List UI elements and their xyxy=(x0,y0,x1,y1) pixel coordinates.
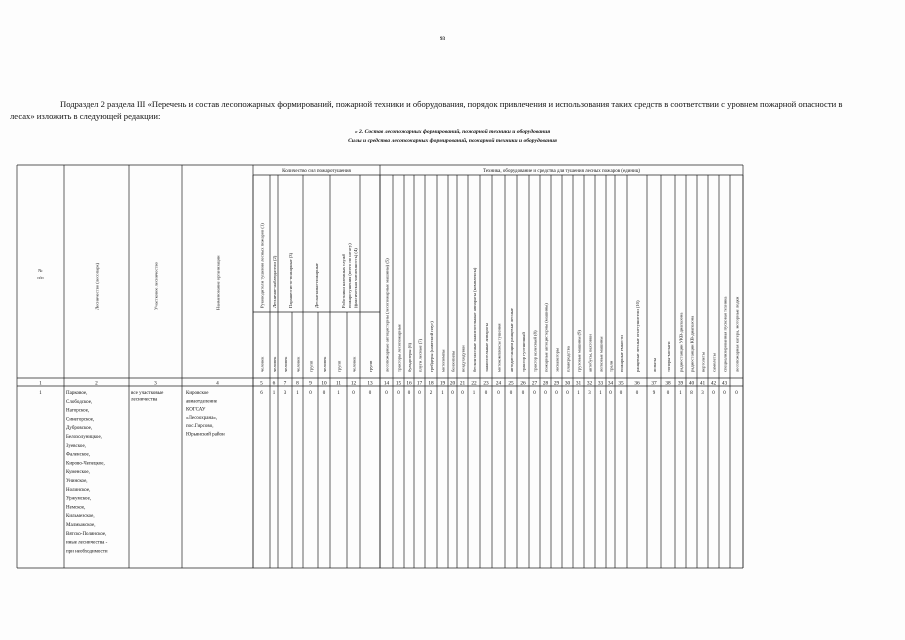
district-name: лесничества xyxy=(131,397,158,403)
column-number: 13 xyxy=(367,380,373,387)
header-district: Участковое лесничество xyxy=(153,262,159,310)
row-value: 0 xyxy=(509,391,513,396)
equipment-header: топоры-мотыги xyxy=(666,341,671,372)
force-subheader: групп xyxy=(368,360,373,372)
equipment-header: трактор колесный (8) xyxy=(532,330,538,372)
forestry-name: Малмыжское, xyxy=(66,523,96,528)
forestry-name: Белохолуницкое, xyxy=(66,435,102,440)
force-subheader: групп xyxy=(308,360,314,372)
equipment-header: автодистанции ранцевые лесные xyxy=(509,308,514,372)
equipment-header: ранцевые лесные огнетушители (10) xyxy=(635,300,640,372)
equipment-header: бесконтактные зажигательные аппараты (комплексы) xyxy=(472,267,477,372)
equipment-header: радиостанции КВ-диапазона xyxy=(689,315,695,372)
equipment-header: зажигательные аппараты xyxy=(484,323,489,372)
row-value: 1 xyxy=(337,391,340,396)
column-number: 4 xyxy=(216,380,219,387)
equipment-header: бензопилы xyxy=(450,350,456,372)
force-subheader: человек xyxy=(295,356,301,372)
forestry-name: Синегорское, xyxy=(66,417,95,423)
header-force-2: Лесничие-наблюдатели (2) xyxy=(272,255,277,308)
row-value: 0 xyxy=(497,391,500,396)
organization-name: Кировское xyxy=(186,391,209,396)
forestry-name: Куменское, xyxy=(66,470,90,476)
row-value: 0 xyxy=(368,391,372,396)
equipment-header: мотокомплексы тушения xyxy=(496,323,502,372)
forestry-name: Парковое, xyxy=(66,391,88,396)
row-value: 0 xyxy=(521,391,525,396)
equipment-header: грейдеры (навесной плуг) xyxy=(429,321,434,372)
column-number: 6 xyxy=(272,380,276,387)
header-ground-services: Работники наземных служб xyxy=(341,253,346,308)
district-name: все участковые xyxy=(131,391,164,396)
row-value: 0 xyxy=(461,391,464,396)
column-number: 38 xyxy=(665,380,671,387)
row-value: 0 xyxy=(322,391,326,396)
row-value: 0 xyxy=(397,391,400,396)
forestry-name: Нагорское, xyxy=(66,408,90,414)
column-number: 39 xyxy=(677,380,684,387)
column-number: 9 xyxy=(309,380,312,387)
column-number: 17 xyxy=(416,380,423,387)
force-subheader: человек xyxy=(351,356,357,372)
equipment-header: самолеты xyxy=(711,353,717,372)
header-organization: Наименование организации xyxy=(215,255,221,310)
row-value: 1 xyxy=(272,391,276,396)
row-value: 1 xyxy=(441,391,444,396)
row-value: 0 xyxy=(712,391,715,396)
row-value: 8 xyxy=(690,391,693,396)
column-number: 28 xyxy=(542,380,549,387)
row-value: 0 xyxy=(609,391,612,396)
intro-paragraph: Подраздел 2 раздела III «Перечень и состав лесопожарных формирований, пожарной техники и оборудования, порядок привлечения и использования таких средств в соответствии с уровнем пожарной опасности в лесах» изложить в следующей редакции: xyxy=(10,99,843,121)
row-value: 3 xyxy=(701,391,704,396)
force-subheader: человек xyxy=(283,356,288,372)
column-number: 33 xyxy=(597,380,604,387)
header-forestry: Лесничество (лесопарк) xyxy=(94,262,100,310)
header-ground-services: (фактическая численность) (4) xyxy=(353,248,358,308)
forestry-name: при необходимости xyxy=(66,549,108,555)
row-value: 1 xyxy=(599,391,602,396)
equipment-header: вертолеты xyxy=(700,351,706,372)
equipment-header: плуги лесные (7) xyxy=(417,338,423,372)
column-number: 26 xyxy=(520,380,526,387)
row-value: 0 xyxy=(309,391,312,396)
row-value: 0 xyxy=(407,391,411,396)
header-num-sub: п/п xyxy=(37,275,44,280)
equipment-header: трактор гусеничный xyxy=(521,332,526,372)
column-number: 10 xyxy=(321,380,327,387)
forestry-name: Фаленское, xyxy=(66,452,91,458)
forces-group-header: Количество сил пожаротушения xyxy=(282,169,351,174)
forestry-name: Дубровское, xyxy=(66,426,93,432)
row-value: 0 xyxy=(619,391,623,396)
organization-name: КОГСАУ xyxy=(186,407,206,413)
row-value: 1 xyxy=(577,391,580,396)
column-number: 40 xyxy=(688,380,695,387)
forestry-name: Нолинское, xyxy=(66,487,91,493)
row-value: 2 xyxy=(429,391,433,396)
column-number: 23 xyxy=(483,380,489,387)
column-number: 32 xyxy=(586,380,593,387)
column-number: 34 xyxy=(607,380,614,387)
column-number: 15 xyxy=(395,380,402,387)
page-number: 93 xyxy=(440,37,445,42)
equipment-header: легковые машины xyxy=(598,336,604,372)
forestry-name: Зуевское, xyxy=(66,443,86,449)
column-number: 22 xyxy=(471,380,477,387)
column-number: 35 xyxy=(618,380,624,387)
column-number: 25 xyxy=(508,380,514,387)
organization-name: пос.Гирсово, xyxy=(186,424,214,430)
forestry-name: Слободское, xyxy=(66,399,93,405)
header-force-4: Десантники-пожарные xyxy=(314,263,319,308)
column-number: 37 xyxy=(651,380,657,387)
organization-name: авиаотделение xyxy=(186,399,218,405)
equipment-header: плавсредства xyxy=(565,346,571,372)
force-subheader: человек xyxy=(259,356,265,372)
column-number: 12 xyxy=(350,380,357,387)
forestry-name: иные лесничества - xyxy=(66,540,108,546)
force-subheader: групп xyxy=(336,360,342,372)
column-number: 29 xyxy=(553,380,560,387)
row-value: 0 xyxy=(451,391,454,396)
equipment-header: воздуходувки xyxy=(460,345,466,372)
equipment-header: пожарные автоцистерны (машины) xyxy=(543,303,549,372)
column-number: 19 xyxy=(439,380,446,387)
organization-name: Юрьянский район xyxy=(186,432,225,438)
equipment-header: мотопомпы xyxy=(440,349,446,372)
row-value: 9 xyxy=(652,391,656,396)
column-number: 8 xyxy=(296,380,299,387)
row-value: 0 xyxy=(484,391,488,396)
column-number: 20 xyxy=(449,380,456,387)
row-value: 3 xyxy=(588,391,591,396)
row-value: 1 xyxy=(679,391,682,396)
column-number: 14 xyxy=(383,380,390,387)
row-value: 0 xyxy=(735,391,738,396)
column-number: 31 xyxy=(575,380,582,387)
organization-name: «Лесоохрана», xyxy=(186,415,218,421)
column-number: 1 xyxy=(39,380,42,387)
equipment-header: пожарные емкости xyxy=(619,335,624,372)
row-value: 0 xyxy=(635,391,639,396)
column-number: 42 xyxy=(710,380,717,387)
column-number: 11 xyxy=(335,380,342,387)
row-value: 0 xyxy=(352,391,355,396)
equipment-header: лопаты xyxy=(652,357,657,372)
forestry-name: Кирово-Чепецкое, xyxy=(66,461,105,467)
equipment-header: специализированная пусковая техника xyxy=(722,296,728,372)
column-number: 3 xyxy=(154,380,157,387)
header-force-3: Парашютисто-пожарные (3) xyxy=(288,252,293,308)
row-value: 1 xyxy=(472,391,476,396)
row-value: 0 xyxy=(385,391,388,396)
row-value: 0 xyxy=(544,391,547,396)
row-value: 0 xyxy=(723,391,726,396)
row-value: 0 xyxy=(533,391,536,396)
equipment-header: лесопожарные автоцистерны (лесопожарные машины) (5) xyxy=(384,258,390,372)
row-value: 3 xyxy=(283,391,287,396)
header-ground-services: пожаротушения (всего по штату) xyxy=(347,243,352,308)
force-subheader: человек xyxy=(272,356,277,372)
equipment-header: трали xyxy=(608,360,614,372)
column-number: 2 xyxy=(95,380,98,387)
column-number: 30 xyxy=(564,380,571,387)
forestry-name: Кильмезское, xyxy=(66,514,95,520)
equipment-header: экскаваторы xyxy=(554,348,560,372)
row-value: 0 xyxy=(666,391,670,396)
column-number: 21 xyxy=(459,380,466,387)
row-value: 1 xyxy=(296,391,299,396)
header-force-1: Руководители тушения лесных пожаров (1) xyxy=(259,223,265,308)
row-value: 0 xyxy=(555,391,558,396)
equipment-header: тракторы лесопожарные xyxy=(396,324,402,372)
equipment-header: радиостанции УКВ-диапазона xyxy=(678,312,684,372)
equipment-header: автобусы, вахтовки xyxy=(587,334,593,372)
row-number: 1 xyxy=(39,391,42,396)
equipment-header: лесопожарная катера, моторные лодки xyxy=(734,296,740,372)
column-number: 41 xyxy=(699,380,706,387)
column-number: 36 xyxy=(634,380,640,387)
row-value: 6 xyxy=(260,391,263,396)
forestry-name: Унинское, xyxy=(66,479,88,484)
equipment-group-header: Техника, оборудование и средства для тушения лесных пожаров (единиц) xyxy=(482,169,641,174)
equipment-header: бульдозеры (6) xyxy=(407,342,412,372)
column-number: 16 xyxy=(406,380,412,387)
forestry-name: Вятско-Полянское, xyxy=(66,531,107,537)
column-number: 18 xyxy=(428,380,434,387)
row-value: 0 xyxy=(418,391,421,396)
caption-line-2: Силы и средства лесопожарных формирований, пожарной техники и оборудования xyxy=(348,138,557,144)
forestry-name: Немское, xyxy=(66,505,86,511)
caption-line-1: « 2. Состав лесопожарных формирований, пожарной техники и оборудования xyxy=(354,129,551,135)
row-value: 0 xyxy=(566,391,569,396)
column-number: 5 xyxy=(260,380,263,387)
column-number: 24 xyxy=(495,380,502,387)
forestry-name: Уржумское, xyxy=(66,496,92,502)
force-subheader: человек xyxy=(322,356,327,372)
header-num: № xyxy=(38,268,43,273)
equipment-header: грузовые машины (9) xyxy=(576,330,582,372)
column-number: 27 xyxy=(531,380,538,387)
column-number: 7 xyxy=(283,380,287,387)
column-number: 43 xyxy=(721,380,728,387)
